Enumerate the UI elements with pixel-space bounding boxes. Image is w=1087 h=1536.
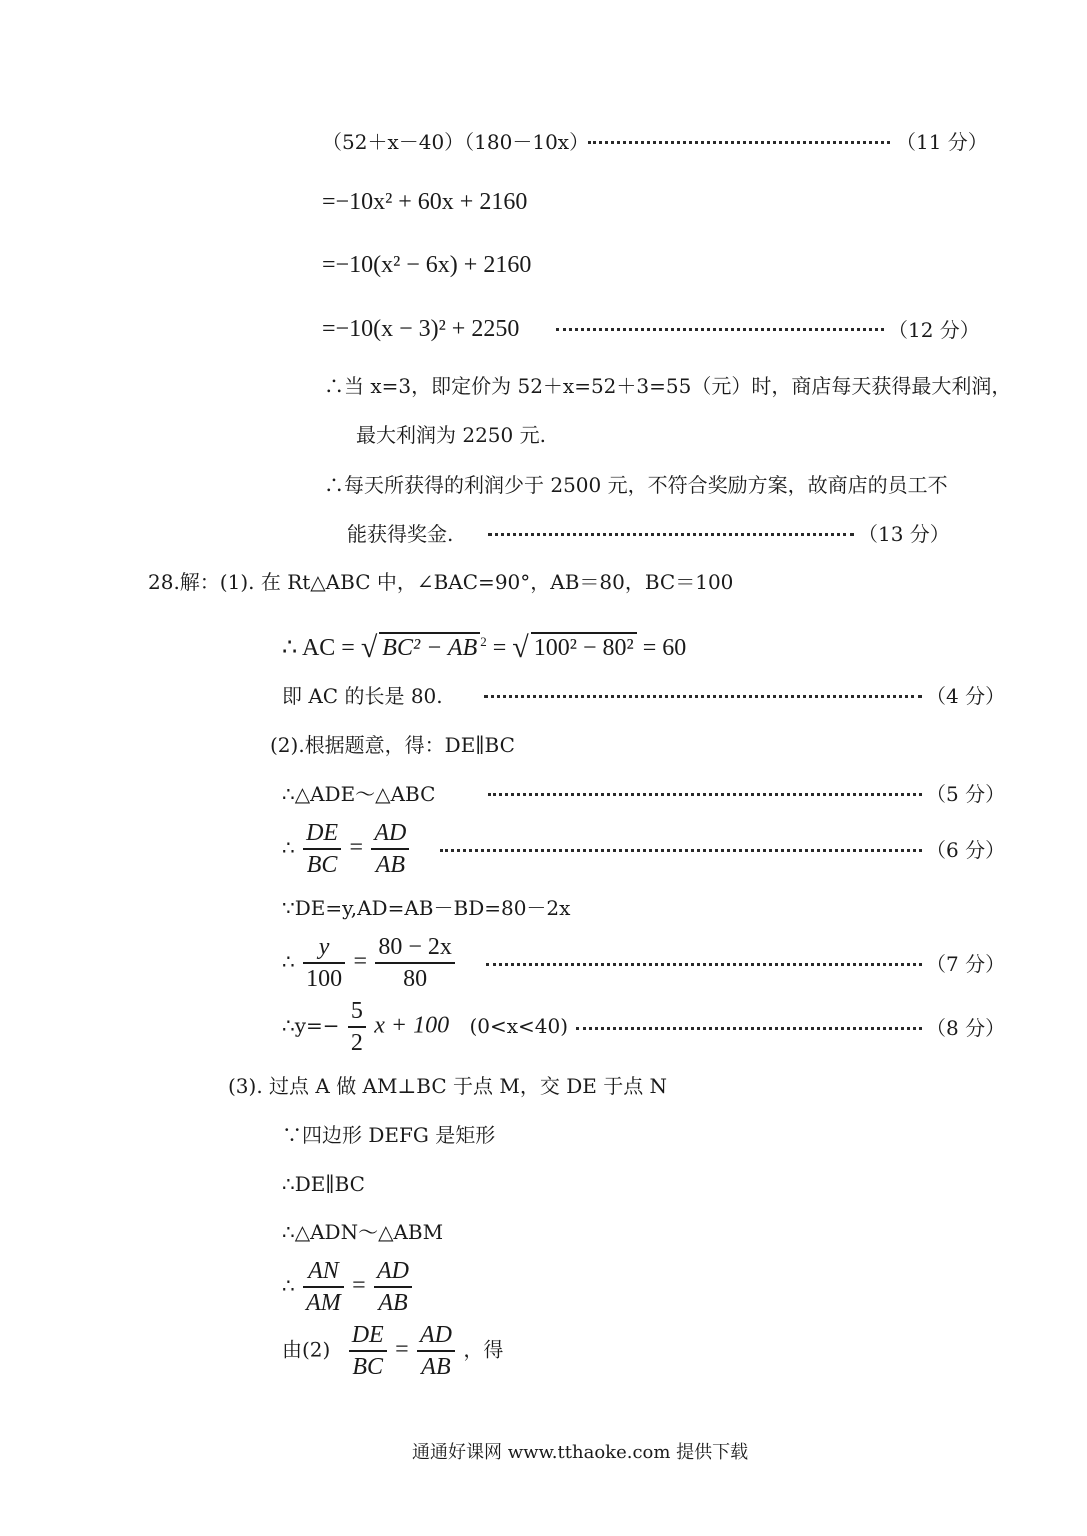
dot-leader [440, 845, 922, 852]
score-8: （8 分） [926, 1016, 1006, 1040]
part-2-header: (2).根据题意，得：DE∥BC [270, 733, 515, 757]
expression-line-2: =−10x² + 60x + 2160 [322, 189, 528, 215]
score-6: （6 分） [926, 838, 1006, 862]
ac-equation: ∴ AC = √ BC² − AB $^2$ = √ 100² − 80² = 60 [282, 631, 687, 664]
rectangle-statement: ∵四边形 DEFG 是矩形 [282, 1123, 496, 1147]
dot-leader [576, 1023, 922, 1030]
score-11: （11 分） [896, 130, 988, 154]
conclusion-line-3: ∴每天所获得的利润少于 2500 元，不符合奖励方案，故商店的员工不 [324, 473, 948, 497]
dot-leader [486, 959, 922, 966]
similar-triangles-1: ∴△ADE～△ABC [282, 782, 436, 806]
conclusion-line-2: 最大利润为 2250 元. [356, 423, 546, 447]
equation-7: ∴ $\frac{y}{100}$ = $\frac{80 - 2x}{80}$ [282, 932, 457, 994]
dot-leader [588, 137, 890, 144]
similar-triangles-2: ∴△ADN～△ABM [282, 1220, 444, 1244]
conclusion-line-1: ∴当 x=3，即定价为 52＋x=52＋3=55（元）时，商店每天获得最大利润， [324, 374, 1012, 398]
score-13: （13 分） [858, 522, 950, 546]
dot-leader [488, 789, 922, 796]
from-part-2: 由(2) $\frac{DE}{BC}$ = $\frac{AD}{AB}$ ，得 [282, 1322, 504, 1380]
de-ad-definition: ∵DE=y,AD=AB－BD=80－2x [282, 896, 571, 920]
parallel-statement: ∴DE∥BC [282, 1172, 365, 1196]
conclusion-line-4: 能获得奖金. [347, 522, 454, 546]
equation-8: ∴y=− $\frac{5}{2}$ x + 100 (0<x<40) [282, 998, 569, 1056]
score-7: （7 分） [926, 952, 1006, 976]
dot-leader [488, 529, 854, 536]
expression-line-3: =−10(x² − 6x) + 2160 [322, 252, 532, 278]
question-28-header: 28.解：(1). 在 Rt△ABC 中，∠BAC=90°，AB＝80，BC＝100 [148, 570, 734, 594]
ac-length-text: 即 AC 的长是 80. [282, 684, 443, 708]
part-3-header: (3). 过点 A 做 AM⊥BC 于点 M，交 DE 于点 N [228, 1074, 668, 1098]
dot-leader [556, 324, 884, 331]
score-4: （4 分） [926, 684, 1006, 708]
dot-leader [484, 691, 922, 698]
expression-line-1: （52＋x－40）（180－10x） [322, 130, 590, 154]
footer-source: 通通好课网 www.tthaoke.com 提供下载 [412, 1442, 749, 1463]
score-12: （12 分） [888, 318, 980, 342]
ratio-equation: ∴ $\frac{DE}{BC}$ = $\frac{AD}{AB}$ [282, 818, 411, 880]
ratio-an-am: ∴ $\frac{AN}{AM}$ = $\frac{AD}{AB}$ [282, 1256, 414, 1318]
score-5: （5 分） [926, 782, 1006, 806]
expression-line-4: =−10(x − 3)² + 2250 [322, 316, 520, 342]
